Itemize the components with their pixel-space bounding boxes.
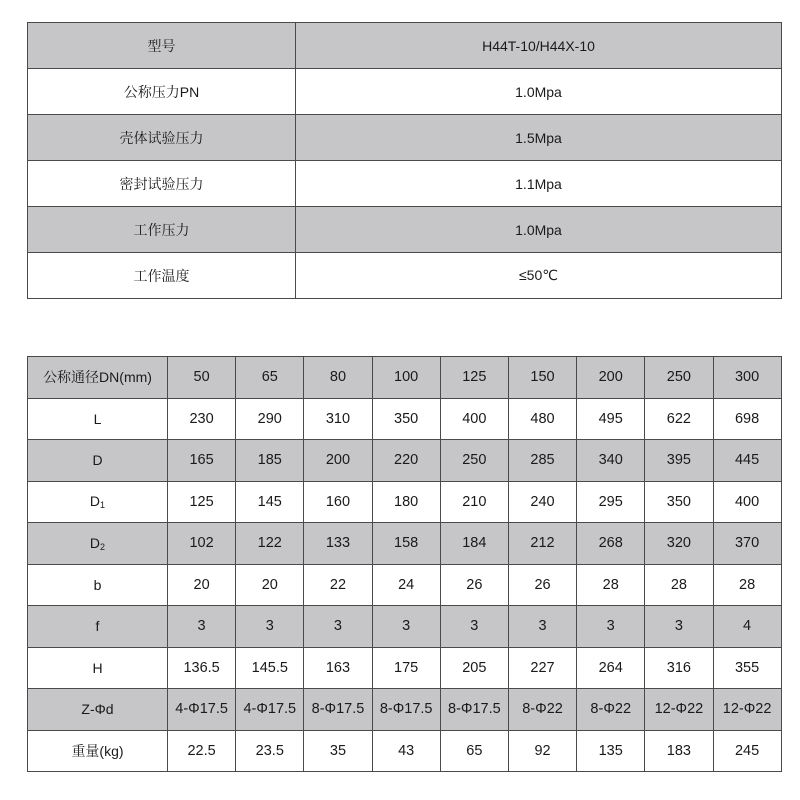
dimension-row [28,730,782,772]
dn-column-header: 125 [440,357,508,399]
dn-column-header: 250 [645,357,713,399]
dimension-value: 3 [236,606,304,648]
spec-value: H44T-10/H44X-10 [296,23,782,69]
dimension-value: 395 [645,440,713,482]
dimension-value: 264 [577,647,645,689]
spec-row [28,161,782,207]
dimension-value: 23.5 [236,730,304,772]
dimension-value: 200 [304,440,372,482]
dimension-value: 4 [713,606,781,648]
spec-value: 1.5Mpa [296,115,782,161]
dimension-value: 3 [508,606,576,648]
spec-row [28,207,782,253]
spec-label: 型号 [28,23,296,69]
dimension-value: 28 [713,564,781,606]
dimension-value: 350 [372,398,440,440]
spec-value: 1.0Mpa [296,69,782,115]
dimension-value: 3 [440,606,508,648]
dimension-value: 495 [577,398,645,440]
dimension-value: 135 [577,730,645,772]
dimension-value: 212 [508,523,576,565]
dn-column-header: 80 [304,357,372,399]
spec-value: 1.1Mpa [296,161,782,207]
dimension-value: 205 [440,647,508,689]
dimension-label [28,689,168,731]
dn-column-header: 300 [713,357,781,399]
dimension-label [28,647,168,689]
dimension-value: 26 [508,564,576,606]
dimension-value: 175 [372,647,440,689]
dimension-value: 227 [508,647,576,689]
dimension-value: 4-Φ17.5 [168,689,236,731]
dimension-label [28,606,168,648]
spec-table [27,22,782,299]
dimension-value: 400 [713,481,781,523]
dimension-value: 245 [713,730,781,772]
dimension-label-subscript: 2 [100,541,106,552]
dimension-value: 220 [372,440,440,482]
dimension-value: 136.5 [168,647,236,689]
dimension-value: 310 [304,398,372,440]
dimension-value: 316 [645,647,713,689]
dimension-value: 370 [713,523,781,565]
dimension-row [28,440,782,482]
dimension-value: 230 [168,398,236,440]
dn-header-label: 公称通径DN(mm) [28,357,168,399]
dimension-value: 12-Φ22 [713,689,781,731]
dimension-row [28,689,782,731]
dimension-value: 35 [304,730,372,772]
dimension-value: 185 [236,440,304,482]
dimension-value: 20 [236,564,304,606]
dimension-value: 22 [304,564,372,606]
dimension-value: 184 [440,523,508,565]
dimension-value: 400 [440,398,508,440]
dimension-value: 8-Φ22 [577,689,645,731]
dimension-value: 163 [304,647,372,689]
spec-row [28,69,782,115]
dn-column-header: 150 [508,357,576,399]
dn-column-header: 65 [236,357,304,399]
dimension-label-text: f [95,618,100,635]
dimension-label-subscript: 1 [100,500,106,511]
dimension-row [28,647,782,689]
dimension-value: 3 [372,606,440,648]
dimension-value: 22.5 [168,730,236,772]
dimension-value: 28 [577,564,645,606]
dimension-value: 285 [508,440,576,482]
dimension-value: 26 [440,564,508,606]
dimension-row [28,481,782,523]
dimension-value: 158 [372,523,440,565]
dimension-value: 145.5 [236,647,304,689]
spec-label: 工作温度 [28,253,296,299]
spec-value: ≤50℃ [296,253,782,299]
dimension-value: 210 [440,481,508,523]
dn-column-header: 100 [372,357,440,399]
dimension-label-text: D [89,534,101,551]
dimension-value: 295 [577,481,645,523]
dimension-label-text: 重量(kg) [71,742,124,759]
dimension-value: 480 [508,398,576,440]
dimension-value: 3 [168,606,236,648]
dimension-value: 92 [508,730,576,772]
dimension-label [28,481,168,523]
dimension-row [28,398,782,440]
dimension-value: 12-Φ22 [645,689,713,731]
spec-label: 密封试验压力 [28,161,296,207]
dimension-value: 183 [645,730,713,772]
dimension-label [28,564,168,606]
dimension-value: 122 [236,523,304,565]
dimension-value: 268 [577,523,645,565]
dimension-value: 8-Φ22 [508,689,576,731]
dimension-label-text: H [92,659,103,676]
dimension-value: 8-Φ17.5 [372,689,440,731]
dimension-label-text: L [93,410,102,427]
dimension-value: 290 [236,398,304,440]
spec-label: 壳体试验压力 [28,115,296,161]
dimension-label-text: D [92,452,103,469]
dn-column-header: 200 [577,357,645,399]
dimension-value: 4-Φ17.5 [236,689,304,731]
dimension-row [28,523,782,565]
dimension-value: 24 [372,564,440,606]
dimension-value: 160 [304,481,372,523]
dimension-value: 320 [645,523,713,565]
spec-label: 公称压力PN [28,69,296,115]
dimension-value: 3 [577,606,645,648]
dimension-value: 3 [304,606,372,648]
dimension-label-text: b [93,576,102,593]
dimension-value: 622 [645,398,713,440]
dimension-value: 250 [440,440,508,482]
dn-column-header: 50 [168,357,236,399]
dimension-row [28,606,782,648]
spec-row [28,253,782,299]
spec-label: 工作压力 [28,207,296,253]
dimension-value: 20 [168,564,236,606]
spec-row [28,115,782,161]
dimension-value: 145 [236,481,304,523]
dimension-value: 165 [168,440,236,482]
dimension-label [28,440,168,482]
dimension-value: 133 [304,523,372,565]
dimension-value: 355 [713,647,781,689]
dimension-value: 180 [372,481,440,523]
dimension-label [28,730,168,772]
dimension-value: 65 [440,730,508,772]
dimension-table [27,356,782,772]
dimension-value: 340 [577,440,645,482]
dimension-value: 698 [713,398,781,440]
dimension-value: 350 [645,481,713,523]
dimension-row [28,564,782,606]
spec-value: 1.0Mpa [296,207,782,253]
dimension-value: 43 [372,730,440,772]
dimension-value: 102 [168,523,236,565]
dimension-value: 240 [508,481,576,523]
dimension-value: 8-Φ17.5 [304,689,372,731]
dimension-label-text: D [89,493,101,510]
dimension-value: 28 [645,564,713,606]
dimension-value: 445 [713,440,781,482]
dimension-value: 3 [645,606,713,648]
dimension-label [28,523,168,565]
dimension-label [28,398,168,440]
spec-row [28,23,782,69]
dimension-header-row [28,357,782,399]
dimension-value: 125 [168,481,236,523]
dimension-label-text: Z-Φd [81,701,114,718]
dimension-value: 8-Φ17.5 [440,689,508,731]
